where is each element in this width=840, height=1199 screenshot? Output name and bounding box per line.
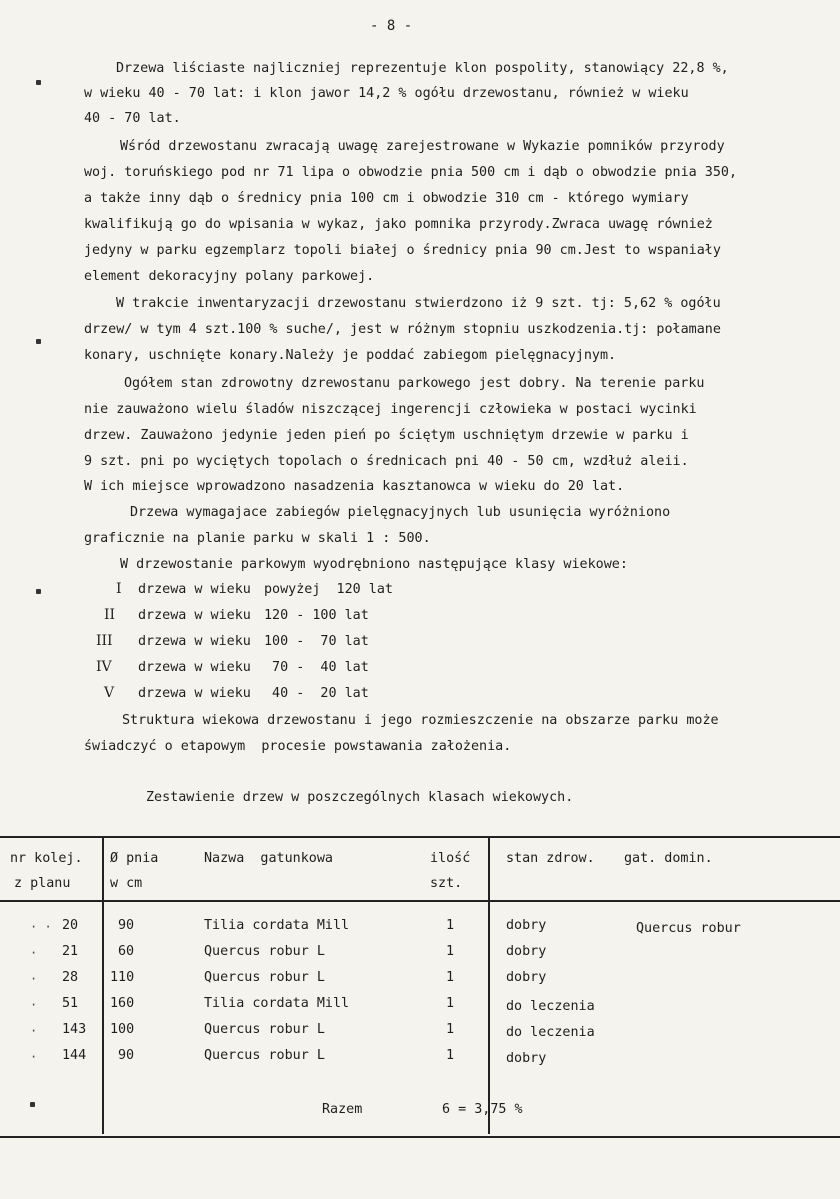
table-row-quantity: 1 xyxy=(446,1022,455,1037)
table-row-diameter: 60 xyxy=(118,944,135,959)
header-nr: z planu xyxy=(14,876,71,891)
age-class-number: III xyxy=(96,633,113,649)
total-label: Razem xyxy=(322,1102,363,1117)
text-line: Drzewa liściaste najliczniej reprezentuje klon pospolity, stanowiący 22,8 %, xyxy=(116,61,729,76)
table-row-health: do leczenia xyxy=(506,1025,595,1040)
text-line: jedyny w parku egzemplarz topoli białej o średnicy pnia 90 cm.Jest to wspaniały xyxy=(84,243,721,258)
scan-mark xyxy=(30,1102,35,1107)
text-line: a także inny dąb o średnicy pnia 100 cm i obwodzie 310 cm - którego wymiary xyxy=(84,191,689,206)
table-row-health: do leczenia xyxy=(506,999,595,1014)
table-row-diameter: 160 xyxy=(110,996,135,1011)
table-row-species: Quercus robur L xyxy=(204,1048,325,1063)
scan-mark: · xyxy=(30,1050,38,1064)
table-row-diameter: 110 xyxy=(110,970,135,985)
total-value: 6 = 3,75 % xyxy=(442,1102,523,1117)
table-row-species: Quercus robur L xyxy=(204,1022,325,1037)
table-row-diameter: 90 xyxy=(118,918,135,933)
text-line: element dekoracyjny polany parkowej. xyxy=(84,269,375,284)
scan-mark xyxy=(36,589,41,594)
text-line: drzew/ w tym 4 szt.100 % suche/, jest w różnym stopniu uszkodzenia.tj: połamane xyxy=(84,322,721,337)
table-bottom-rule xyxy=(0,1136,840,1138)
table-row-species: Quercus robur L xyxy=(204,944,325,959)
text-line: nie zauważono wielu śladów niszczącej ingerencji człowieka w postaci wycinki xyxy=(84,402,697,417)
text-line: 9 szt. pni po wyciętych topolach o średnicach pni 40 - 50 cm, wzdłuż aleii. xyxy=(84,454,689,469)
text-line: W trakcie inwentaryzacji drzewostanu stwierdzono iż 9 szt. tj: 5,62 % ogółu xyxy=(116,296,721,311)
table-row-quantity: 1 xyxy=(446,944,455,959)
age-class-range: powyżej 120 lat xyxy=(264,582,393,597)
age-class-label: drzewa w wieku xyxy=(138,660,251,675)
table-row-species: Quercus robur L xyxy=(204,970,325,985)
scan-mark: · xyxy=(30,946,38,960)
table-title: Zestawienie drzew w poszczególnych klasach wiekowych. xyxy=(146,790,574,805)
table-row-quantity: 1 xyxy=(446,996,455,1011)
age-class-label: drzewa w wieku xyxy=(138,686,251,701)
table-row-species: Tilia cordata Mill xyxy=(204,918,350,933)
text-line: graficznie na planie parku w skali 1 : 500. xyxy=(84,531,431,546)
table-header-rule xyxy=(0,900,840,902)
age-class-range: 40 - 20 lat xyxy=(264,686,369,701)
table-row-nr: 20 xyxy=(62,918,79,933)
scan-mark: · xyxy=(30,1024,38,1038)
table-top-rule xyxy=(0,836,840,838)
table-row-quantity: 1 xyxy=(446,918,455,933)
table-row-quantity: 1 xyxy=(446,1048,455,1063)
table-row-diameter: 90 xyxy=(118,1048,135,1063)
text-line: kwalifikują go do wpisania w wykaz, jako pomnika przyrody.Zwraca uwagę również xyxy=(84,217,713,232)
header-species-name: Nazwa gatunkowa xyxy=(204,851,333,866)
table-row-nr: 21 xyxy=(62,944,79,959)
scan-mark xyxy=(36,339,41,344)
header-dominant-species: gat. domin. xyxy=(624,851,713,866)
text-line: świadczyć o etapowym procesie powstawania założenia. xyxy=(84,739,512,754)
scan-mark: · xyxy=(30,972,38,986)
header-diameter: w cm xyxy=(110,876,143,891)
text-line: drzew. Zauważono jedynie jeden pień po ściętym uschniętym drzewie w parku i xyxy=(84,428,689,443)
header-quantity: ilość xyxy=(430,851,471,866)
table-row-health: dobry xyxy=(506,944,547,959)
table-row-diameter: 100 xyxy=(110,1022,135,1037)
text-line: Ogółem stan zdrowotny dzrewostanu parkowego jest dobry. Na terenie parku xyxy=(124,376,705,391)
scan-mark: · · xyxy=(30,920,52,934)
text-line: Struktura wiekowa drzewostanu i jego rozmieszczenie na obszarze parku może xyxy=(122,713,719,728)
table-row-dominant: Quercus robur xyxy=(636,921,741,936)
text-line: 40 - 70 lat. xyxy=(84,111,181,126)
table-column-rule xyxy=(488,838,490,1134)
text-line: W ich miejsce wprowadzono nasadzenia kasztanowca w wieku do 20 lat. xyxy=(84,479,625,494)
text-line: konary, uschnięte konary.Należy je poddać zabiegom pielęgnacyjnym. xyxy=(84,348,617,363)
age-class-range: 120 - 100 lat xyxy=(264,608,369,623)
page-number: - 8 - xyxy=(370,18,413,34)
table-row-health: dobry xyxy=(506,1051,547,1066)
age-class-range: 70 - 40 lat xyxy=(264,660,369,675)
header-health-state: stan zdrow. xyxy=(506,851,595,866)
age-class-number: I xyxy=(116,581,122,597)
table-row-quantity: 1 xyxy=(446,970,455,985)
header-nr: nr kolej. xyxy=(10,851,83,866)
table-row-nr: 143 xyxy=(62,1022,87,1037)
age-class-number: IV xyxy=(96,659,112,675)
table-row-nr: 28 xyxy=(62,970,79,985)
table-row-nr: 144 xyxy=(62,1048,87,1063)
table-column-rule xyxy=(102,838,104,1134)
age-class-range: 100 - 70 lat xyxy=(264,634,369,649)
text-line: W drzewostanie parkowym wyodrębniono następujące klasy wiekowe: xyxy=(120,557,628,572)
header-quantity: szt. xyxy=(430,876,463,891)
table-row-health: dobry xyxy=(506,970,547,985)
text-line: woj. toruńskiego pod nr 71 lipa o obwodzie pnia 500 cm i dąb o obwodzie pnia 350, xyxy=(84,165,738,180)
age-class-label: drzewa w wieku xyxy=(138,582,251,597)
table-row-health: dobry xyxy=(506,918,547,933)
age-class-label: drzewa w wieku xyxy=(138,634,251,649)
scan-mark: · xyxy=(30,998,38,1012)
header-diameter: Ø pnia xyxy=(110,851,159,866)
table-row-nr: 51 xyxy=(62,996,79,1011)
age-class-number: II xyxy=(104,607,116,623)
text-line: Wśród drzewostanu zwracają uwagę zarejestrowane w Wykazie pomników przyrody xyxy=(120,139,725,154)
table-row-species: Tilia cordata Mill xyxy=(204,996,350,1011)
scan-mark xyxy=(36,80,41,85)
text-line: w wieku 40 - 70 lat: i klon jawor 14,2 % ogółu drzewostanu, również w wieku xyxy=(84,86,689,101)
age-class-number: V xyxy=(104,685,115,701)
text-line: Drzewa wymagajace zabiegów pielęgnacyjnych lub usunięcia wyróżniono xyxy=(130,505,671,520)
age-class-label: drzewa w wieku xyxy=(138,608,251,623)
